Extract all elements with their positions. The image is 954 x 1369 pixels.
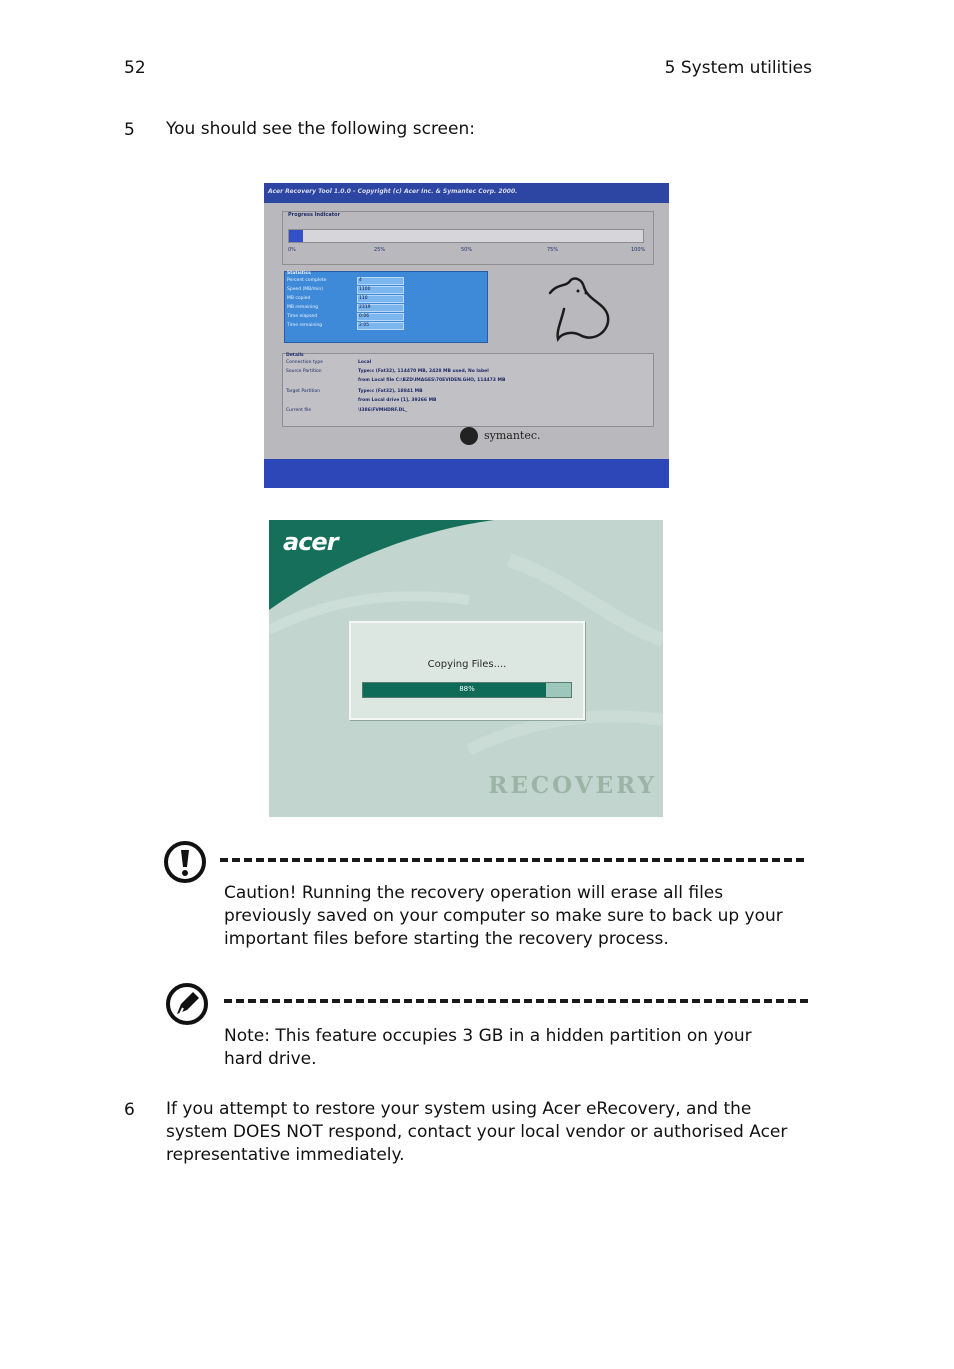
details-panel [282, 353, 654, 427]
tick-100: 100% [631, 247, 646, 253]
stat-value: 2319 [357, 304, 404, 312]
ghost-progress-fill [289, 230, 303, 242]
detail-label: Current file [286, 408, 312, 413]
ghost-title-bar [264, 183, 669, 203]
ghost-title: Acer Recovery Tool 1.0.0 - Copyright (c) Acer Inc. & Symantec Corp. 2000. [268, 188, 518, 195]
windows-taskbar [264, 459, 669, 488]
caution-text [224, 882, 794, 951]
progress-label: Progress Indicator [288, 212, 341, 218]
acer-recovery-screenshot [269, 520, 663, 817]
caution-divider [220, 858, 804, 862]
tick-0: 0% [288, 247, 296, 253]
note-icon [165, 982, 209, 1026]
stat-label: Time remaining [287, 323, 323, 328]
stat-label: MB copied [287, 296, 311, 301]
detail-label: Target Partition [286, 389, 321, 394]
ghost-progress-bar [288, 229, 644, 243]
detail-value: Type:c (Fat32), 18841 MB [358, 389, 423, 394]
stat-label: Time elapsed [287, 314, 318, 319]
detail-value: from Local drive [1], 39266 MB [358, 398, 437, 403]
stat-label: Percent complete [287, 278, 327, 283]
copy-progress-percent: 88% [459, 685, 475, 693]
detail-label: Source Partition [286, 369, 322, 374]
step-6-text: If you attempt to restore your system using Acer eRecovery, and the system DOES NOT respond, contact your local vendor or authorised Acer representative immediately. [166, 1099, 788, 1165]
stat-value: 110 [357, 295, 404, 303]
statistics-label: Statistics [287, 271, 311, 276]
copying-message: Copying Files.... [427, 659, 507, 670]
detail-value: from Local file C:\BZD\IMAGES\70EVIDEN.GHO, 114473 MB [358, 378, 506, 383]
acer-logo: acer [283, 528, 338, 556]
copy-progress-bar [362, 682, 572, 698]
stat-value: 4 [357, 277, 404, 285]
stat-value: 1100 [357, 286, 404, 294]
ghost-progress-screenshot [264, 183, 669, 488]
symantec-logo-text: symantec. [484, 429, 541, 442]
tick-25: 25% [374, 247, 386, 253]
note-body: This feature occupies 3 GB in a hidden partition on your hard drive. [224, 1026, 752, 1069]
caution-body: Running the recovery operation will erase all files previously saved on your computer so make sure to back up your important files before starting the recovery process. [224, 883, 783, 949]
stat-label: Speed (MB/min) [287, 287, 324, 292]
copy-dialog [349, 621, 585, 720]
recovery-watermark: RECOVERY [488, 772, 657, 799]
note-label: Note: [224, 1026, 270, 1046]
step-5-number: 5 [124, 120, 135, 140]
stat-value: 2:05 [357, 322, 404, 330]
detail-label: Connection type [286, 360, 323, 365]
ghost-mascot-icon [544, 273, 614, 348]
stat-label: MB remaining [287, 305, 319, 310]
symantec-logo-icon [460, 427, 478, 445]
chapter-title: 5 System utilities [664, 58, 812, 78]
caution-icon [163, 840, 207, 884]
detail-value: Local [358, 360, 372, 365]
tick-50: 50% [461, 247, 473, 253]
step-6-number: 6 [124, 1100, 135, 1120]
note-text [224, 1025, 794, 1071]
tick-75: 75% [547, 247, 559, 253]
detail-value: \I386\FVMHDRF.DL_ [358, 408, 408, 413]
step-5-text: You should see the following screen: [166, 119, 475, 139]
stat-value: 0:06 [357, 313, 404, 321]
page-number: 52 [124, 58, 146, 78]
note-divider [224, 999, 808, 1003]
detail-value: Type:c (Fat32), 114470 MB, 2428 MB used, No label [358, 369, 489, 374]
details-label: Details [286, 353, 304, 358]
statistics-panel [284, 271, 488, 343]
caution-label: Caution! [224, 883, 297, 903]
